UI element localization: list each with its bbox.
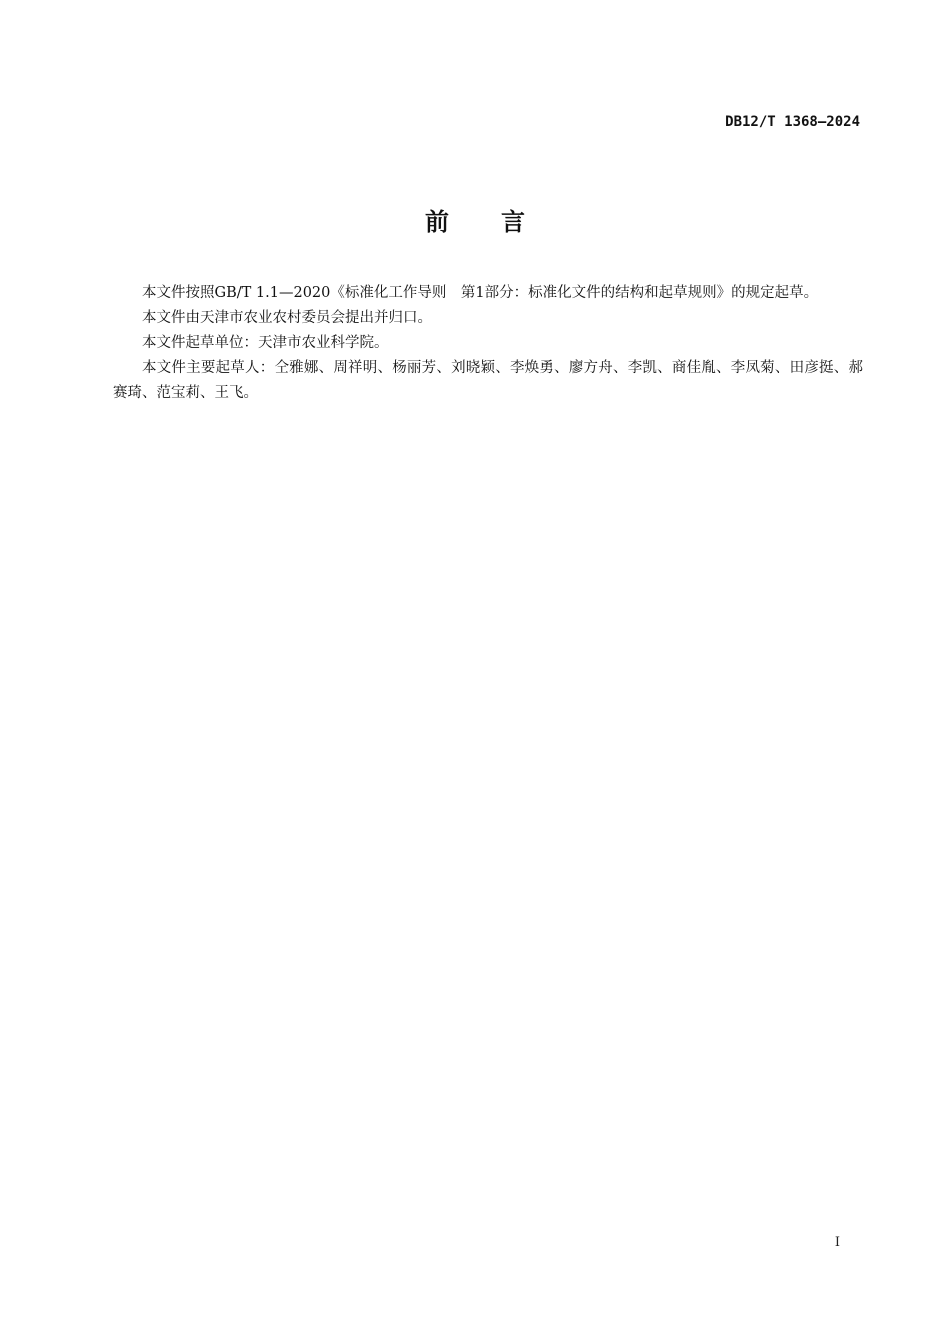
page-title [0,202,950,237]
paragraph-drafting-unit: 本文件起草单位：天津市农业科学院。 [142,335,389,351]
paragraph-drafters: 本文件主要起草人：仝雅娜、周祥明、杨丽芳、刘晓颖、李焕勇、廖方舟、李凯、商佳胤、李凤菊、田彦挺、郝赛琦、范宝莉、王飞。 [113,360,863,401]
document-code: DB12/T 1368—2024 [725,114,860,130]
title-char-2: 言 [501,208,525,236]
page-number: I [834,1235,840,1250]
foreword-body [113,281,863,406]
paragraph-proposer: 本文件由天津市农业农村委员会提出并归口。 [142,310,432,326]
title-char-1: 前 [425,208,449,236]
paragraph-drafting-basis: 本文件按照GB/T 1.1—2020《标准化工作导则 第1部分：标准化文件的结构和起草规则》的规定起草。 [142,285,819,301]
